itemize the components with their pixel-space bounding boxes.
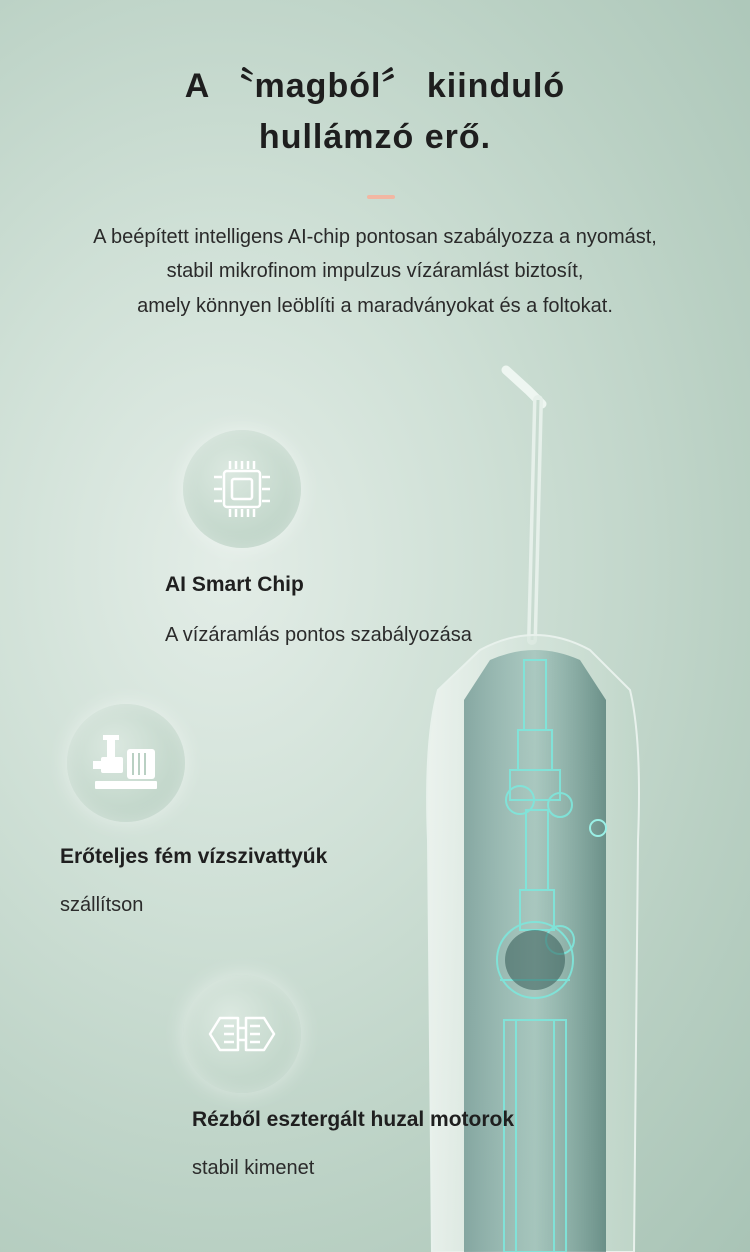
feature-text-motor: stabil kimenet	[192, 1157, 315, 1179]
pump-feature-badge	[67, 704, 185, 822]
pump-icon	[91, 731, 161, 795]
headline-line-1: A 〝magból〞 kiinduló	[184, 67, 566, 105]
feature-text-chip: A vízáramlás pontos szabályozása	[165, 624, 472, 646]
feature-text-pump: szállítson	[60, 894, 144, 916]
headline-line-2: hullámzó erő.	[258, 118, 492, 156]
chip-icon	[210, 457, 274, 521]
feature-title-pump: Erőteljes fém vízszivattyúk	[60, 845, 328, 868]
motor-feature-badge	[183, 975, 301, 1093]
intro-line-2: stabil mikrofinom impulzus vízáramlást biztosít,	[166, 260, 584, 282]
chip-feature-badge	[183, 430, 301, 548]
intro-line-1: A beépített intelligens AI-chip pontosan szabályozza a nyomást,	[93, 226, 657, 248]
accent-divider	[367, 195, 395, 199]
feature-title-chip: AI Smart Chip	[165, 573, 304, 596]
motor-icon	[206, 1008, 278, 1060]
feature-title-motor: Rézből esztergált huzal motorok	[192, 1108, 515, 1131]
intro-line-3: amely könnyen leöblíti a maradványokat és a foltokat.	[137, 295, 613, 317]
